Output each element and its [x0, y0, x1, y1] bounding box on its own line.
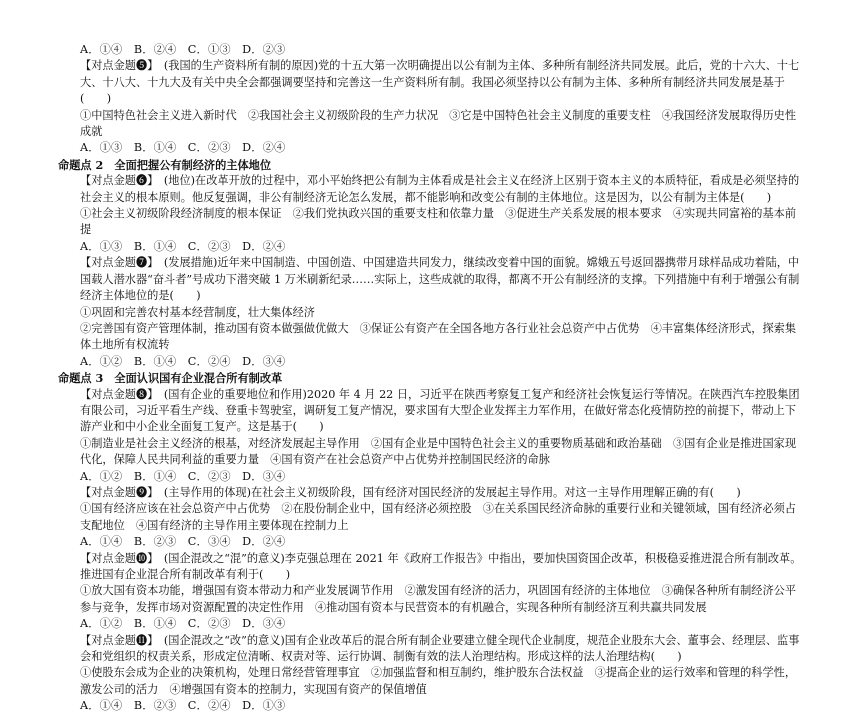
question-text: 【对点金题❾】 (主导作用的体现)在社会主义初级阶段，国有经济对国民经济的发展起主导作用。对这一主导作用理解正确的有( ): [80, 485, 741, 499]
question-text: 【对点金题❺】 (我国的生产资料所有制的原因)党的十五大第一次明确提出以公有制为主体、多种所有制经济共同发展。此后，党的十六大、十七大、十八大、十九大及有关中央全会都强调要坚持和完善这一生产资料所有制。我国必须坚持以公有制为主体、多种所有制经济共同发展是基于( ): [80, 59, 800, 106]
section-heading: 命题点 3 全面认识国有企业混合所有制改革: [58, 371, 283, 386]
question-text: ②完善国有资产管理体制，推动国有资本做强做优做大 ③保证公有资产在全国各地方各行业社会总资产中占优势 ④丰富集体经济形式，探索集体土地所有权流转: [80, 321, 797, 352]
question-text: ①使股东会成为企业的决策机构，处理日常经营管理事宜 ②加强监督和相互制约，维护股东合法权益 ③提高企业的运行效率和管理的科学性，激发公司的活力 ④增强国有资本的控制力，实现国有资产的保值增值: [80, 666, 797, 696]
question-text: 【对点金题⓫】 (国企混改之“改”的意义)国有企业改革后的混合所有制企业要建立健全现代企业制度，规范企业股东大会、董事会、经理层、监事会和党组织的权责关系，形成定位清晰、权责对等、运行协调、制衡有效的法人治理结构。形成这样的法人治理结构( ): [80, 633, 800, 664]
answer-options: A．①④ B．②③ C．③④ D．②④: [80, 535, 286, 549]
question-text: ①制造业是社会主义经济的根基，对经济发展起主导作用 ②国有企业是中国特色社会主义的重要物质基础和政治基础 ③国有企业是推进国家现代化，保障人民共同利益的重要力量 ④国有资产在社会总资产中占优势并控制国民经济的命脉: [80, 436, 797, 467]
answer-options: A．①③ B．①④ C．②③ D．②④: [80, 239, 286, 253]
question-text: ①中国特色社会主义进入新时代 ②我国社会主义初级阶段的生产力状况 ③它是中国特色社会主义制度的重要支柱 ④我国经济发展取得历史性成就: [80, 108, 797, 139]
question-text: 【对点金题❼】 (发展措施)近年来中国制造、中国创造、中国建造共同发力，继续改变着中国的面貌。嫦娥五号返回器携带月球样品成功着陆，中国载人潜水器“奋斗者”号成功下潜突破 1 万米刷新纪录……实际上，这些成就的取得，都离不开公有制经济的支撑。下列措施中有利于增强公有制经济主体地位的是( ): [80, 256, 800, 303]
section-heading: 命题点 2 全面把握公有制经济的主体地位: [58, 157, 272, 172]
answer-options: A．①④ B．②③ C．②④ D．①③: [80, 699, 286, 713]
question-text: ①放大国有资本功能，增强国有资本带动力和产业发展调节作用 ②激发国有经济的活力，巩固国有经济的主体地位 ③确保各种所有制经济公平参与竞争，发挥市场对资源配置的决定性作用 ④推动国有资本与民营资本的有机融合，实现各种所有制经济互利共赢共同发展: [80, 584, 797, 614]
question-text: 【对点金题❿】 (国企混改之“混”的意义)李克强总理在 2021 年《政府工作报告》中指出，要加快国资国企改革，积极稳妥推进混合所有制改革。推进国有企业混合所有制改革有利于( ): [80, 551, 802, 581]
answer-options: A．①③ B．①④ C．②③ D．②④: [80, 141, 286, 155]
answer-options: A．①④ B．②④ C．①③ D．②③: [80, 43, 286, 56]
question-text: 【对点金题❽】 (国有企业的重要地位和作用)2020 年 4 月 22 日，习近平在陕西考察复工复产和经济社会恢复运行等情况。在陕西汽车控股集团有限公司，习近平看生产线、登重卡驾驶室，调研复工复产情况，要求国有大型企业发挥主力军作用，在做好常态化疫情防控的前提下，带动上下游产业和中小企业全面复工复产。这是基于( ): [80, 387, 800, 434]
question-text: ①国有经济应该在社会总资产中占优势 ②在股份制企业中，国有经济必须控股 ③在关系国民经济命脉的重要行业和关键领域，国有经济必须占支配地位 ④国有经济的主导作用主要体现在控制力上: [80, 502, 797, 532]
question-text: ①社会主义初级阶段经济制度的根本保证 ②我们党执政兴国的重要支柱和依靠力量 ③促进生产关系发展的根本要求 ④实现共同富裕的基本前提: [80, 207, 797, 237]
question-text: 【对点金题❻】 (地位)在改革开放的过程中，邓小平始终把公有制为主体看成是社会主义在经济上区别于资本主义的本质特征，看成是必须坚持的社会主义的根本原则。他反复强调，非公有制经济无论怎么发展，都不能影响和改变公有制的主体地位。这是因为，以公有制为主体是( ): [80, 174, 800, 204]
answer-options: A．①② B．①④ C．②④ D．③④: [80, 354, 286, 368]
answer-options: A．①② B．①④ C．②③ D．③④: [80, 469, 286, 483]
answer-options: A．①② B．①④ C．②③ D．③④: [80, 617, 286, 631]
question-text: ①巩固和完善农村基本经营制度，壮大集体经济: [80, 305, 315, 319]
